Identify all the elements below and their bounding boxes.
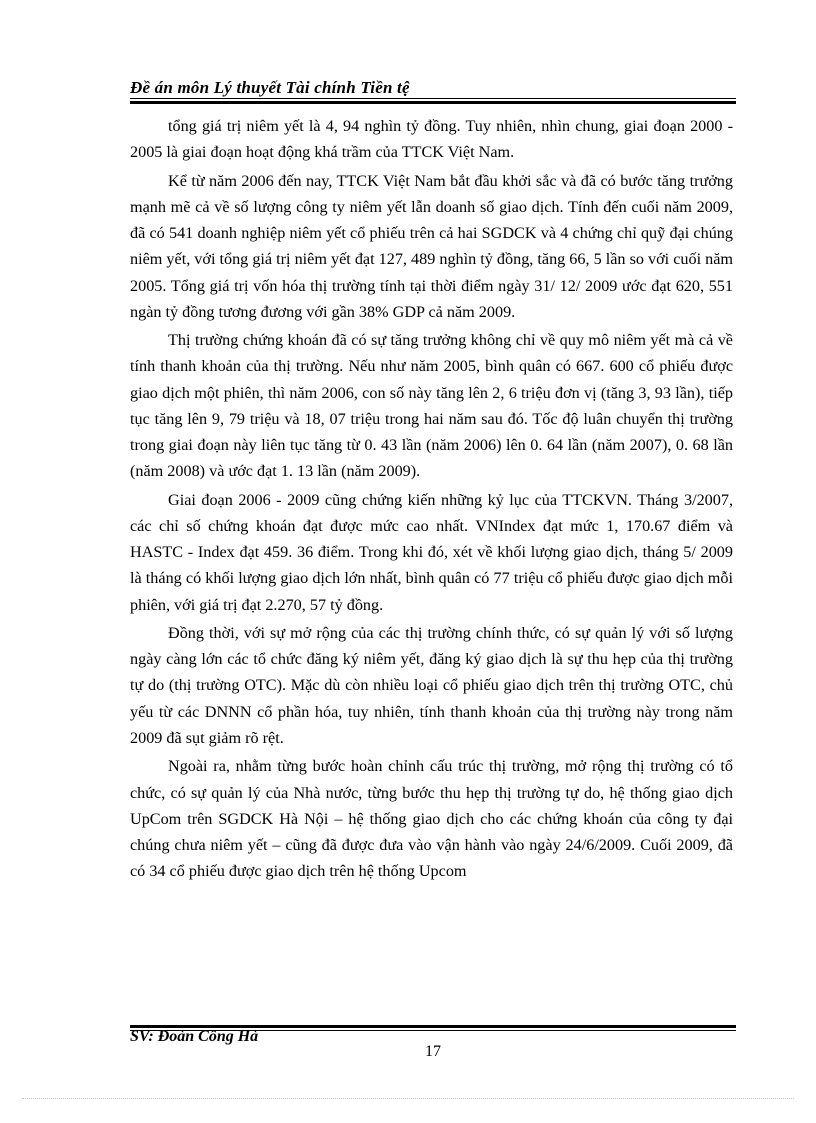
paragraph-1: tổng giá trị niêm yết là 4, 94 nghìn tỷ đồng. Tuy nhiên, nhìn chung, giai đoạn 2000 - 2005 là giai đoạn hoạt động khá trầm của TTCK Việt Nam. [130, 117, 733, 162]
document-header-title: Đề án môn Lý thuyết Tài chính Tiền tệ [130, 78, 410, 97]
header-rule-thick [130, 101, 736, 104]
paragraph-5: Đồng thời, với sự mở rộng của các thị trường chính thức, có sự quản lý với số lượng ngày càng lớn các tổ chức đăng ký niêm yết, đăng ký giao dịch là sự thu hẹp của thị trường tự do (thị trường OTC). Mặc dù còn nhiều loại cổ phiếu giao dịch trên thị trường OTC, chủ yếu từ các DNNN cổ phần hóa, tuy nhiên, tính thanh khoản của thị trường này trong năm 2009 đã sụt giảm rõ rệt. [130, 624, 733, 747]
paragraph-6: Ngoài ra, nhằm từng bước hoàn chỉnh cấu trúc thị trường, mở rộng thị trường có tổ chức, có sự quản lý của Nhà nước, từng bước thu hẹp thị trường tự do, hệ thống giao dịch UpCom trên SGDCK Hà Nội – hệ thống giao dịch cho các chứng khoán của công ty đại chúng chưa niêm yết – cũng đã được đưa vào vận hành vào ngày 24/6/2009. Cuối 2009, đã có 34 cổ phiếu được giao dịch trên hệ thống Upcom [130, 757, 733, 881]
paragraph-4: Giai đoạn 2006 - 2009 cũng chứng kiến những kỷ lục của TTCKVN. Tháng 3/2007, các chỉ số chứng khoán đạt được mức cao nhất. VNIndex đạt mức 1, 170.67 điểm và HASTC - Index đạt 459. 36 điểm. Trong khi đó, xét về khối lượng giao dịch, tháng 5/ 2009 là tháng có khối lượng giao dịch lớn nhất, bình quân có 77 triệu cổ phiếu được giao dịch mỗi phiên, với giá trị đạt 2.270, 57 tỷ đồng. [130, 490, 733, 614]
paragraph-2: Kể từ năm 2006 đến nay, TTCK Việt Nam bắt đầu khởi sắc và đã có bước tăng trưởng mạnh mẽ cả về số lượng công ty niêm yết lẫn doanh số giao dịch. Tính đến cuối năm 2009, đã có 541 doanh nghiệp niêm yết cổ phiếu trên cả hai SGDCK và 4 chứng chỉ quỹ đại chúng niêm yết, với tổng giá trị niêm yết đạt 127, 489 nghìn tỷ đồng, tăng 66, 5 lần so với cuối năm 2005. Tổng giá trị vốn hóa thị trường tính tại thời điểm ngày 31/ 12/ 2009 ước đạt 620, 551 ngàn tỷ đồng tương đương với gần 38% GDP cả năm 2009. [130, 171, 733, 321]
document-body [130, 113, 733, 887]
page-number: 17 [425, 1043, 441, 1060]
page-bottom-divider [22, 1098, 794, 1099]
footer-author: SV: Đoàn Công Hà [130, 1028, 259, 1045]
paragraph-3: Thị trường chứng khoán đã có sự tăng trưởng không chỉ về quy mô niêm yết mà cả về tính thanh khoản của thị trường. Nếu như năm 2005, bình quân có 667. 600 cổ phiếu được giao dịch một phiên, thì năm 2006, con số này tăng lên 2, 6 triệu đơn vị (tăng 3, 93 lần), tiếp tục tăng lên 9, 79 triệu và 18, 07 triệu trong hai năm sau đó. Tốc độ luân chuyển thị trường trong giai đoạn này liên tục tăng từ 0. 43 lần (năm 2006) lên 0. 64 lần (năm 2007), 0. 68 lần (năm 2008) và ước đạt 1. 13 lần (năm 2009). [130, 331, 733, 481]
header-rule-thin [130, 98, 736, 99]
